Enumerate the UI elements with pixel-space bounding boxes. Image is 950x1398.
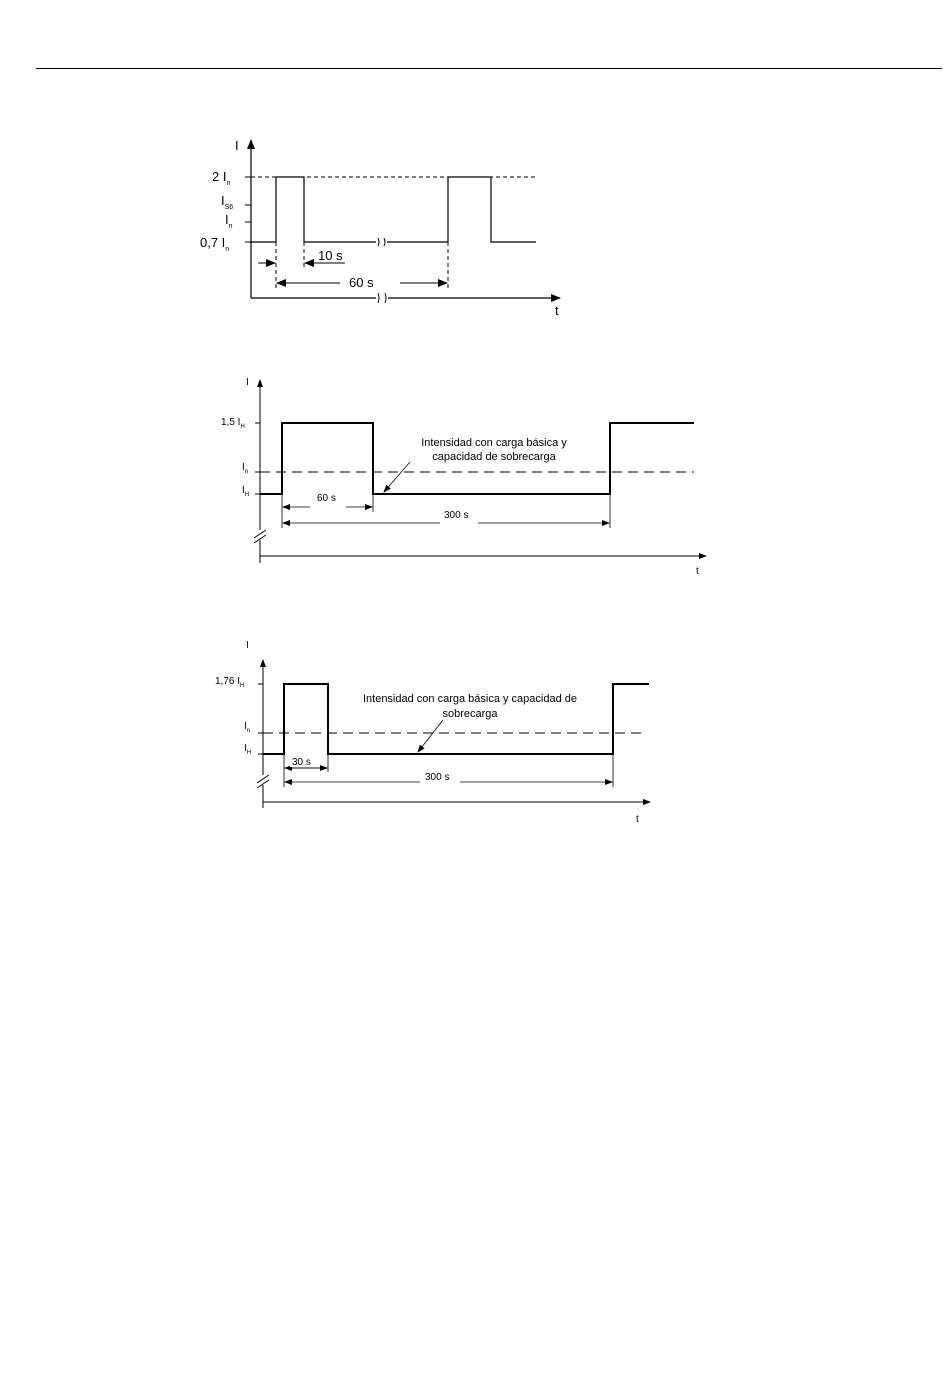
annotation-line-1: Intensidad con carga básica y — [421, 437, 567, 449]
x-axis-label: t — [636, 814, 639, 825]
dimension-short: 60 s — [317, 493, 336, 504]
level-label-in: $I_n$ — [242, 462, 249, 475]
y-axis-label: I — [246, 377, 249, 388]
y-axis-label: I — [235, 138, 239, 153]
annotation-line-2: sobrecarga — [442, 708, 498, 720]
level-label-07in: 0,7 $I_n$ — [200, 235, 230, 253]
level-label-2in: 2 $I_n$ — [212, 169, 231, 187]
level-label-in: $I_n$ — [225, 212, 233, 230]
y-axis-label: I — [246, 640, 249, 651]
dimension-long: 300 s — [425, 772, 450, 783]
dimension-60s: 60 s — [349, 275, 374, 290]
level-label-high: 1,5 $I_H$ — [221, 417, 245, 430]
dimension-10s: 10 s — [318, 248, 343, 263]
level-label-ih: $I_H$ — [242, 485, 250, 498]
level-label-ih: $I_H$ — [244, 743, 252, 756]
annotation-line-2: capacidad de sobrecarga — [432, 451, 556, 463]
level-label-in: $I_n$ — [244, 721, 251, 734]
level-label-high: 1,76 $I_H$ — [215, 676, 245, 689]
level-label-is6: $I_{S6}$ — [221, 193, 234, 211]
dimension-long: 300 s — [444, 510, 469, 521]
x-axis-label: t — [696, 566, 699, 577]
dimension-short: 30 s — [292, 757, 311, 768]
x-axis-label: t — [555, 303, 559, 318]
annotation-leader — [418, 720, 443, 752]
annotation-line-1: Intensidad con carga básica y capacidad de — [362, 693, 578, 705]
